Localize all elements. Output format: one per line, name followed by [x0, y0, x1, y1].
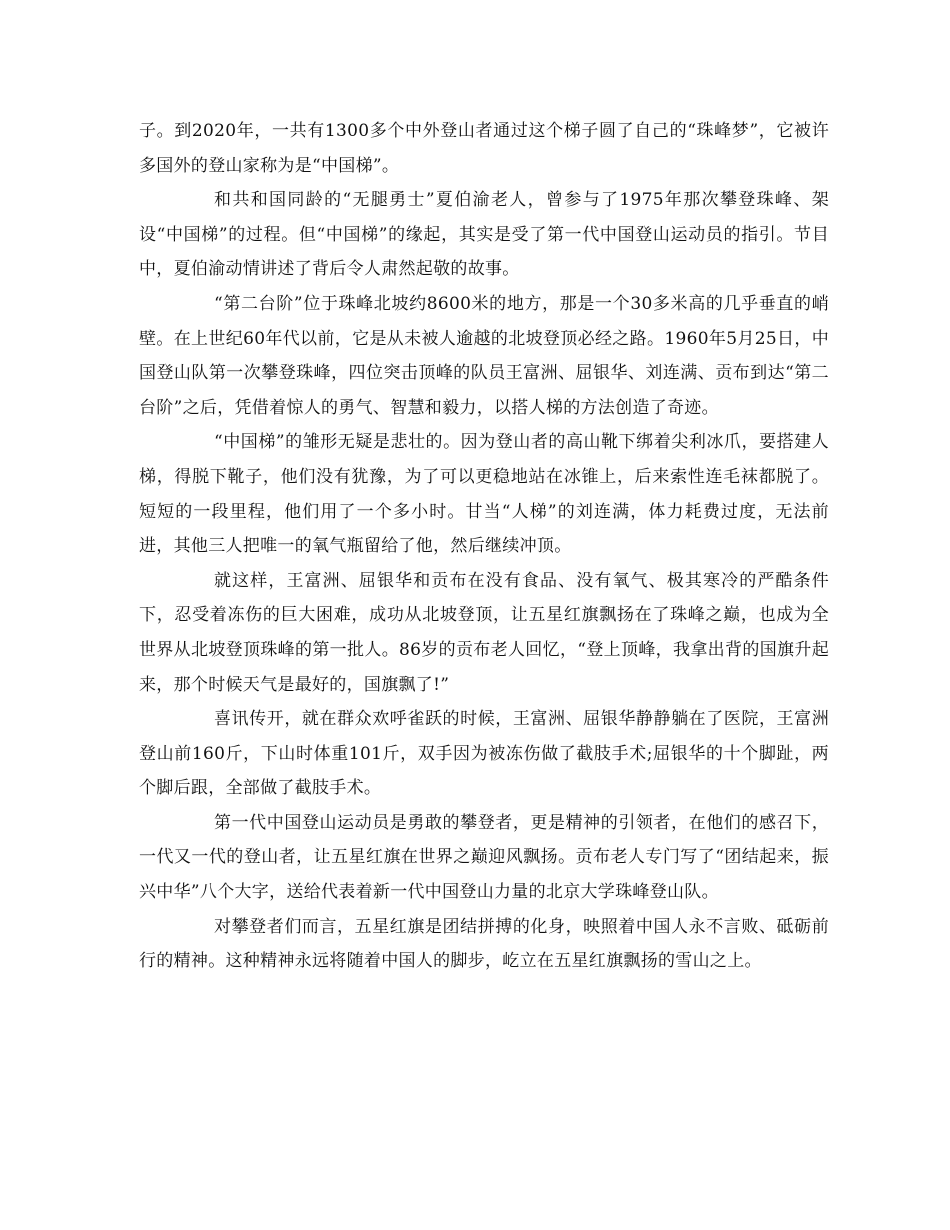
paragraph-1: 子。到2020年，一共有1300多个中外登山者通过这个梯子圆了自己的“珠峰梦”，它被许多国外的登山家称为是“中国梯”。 [139, 121, 829, 176]
paragraph-8: 对攀登者们而言，五星红旗是团结拼搏的化身，映照着中国人永不言败、砥砺前行的精神。这种精神永远将随着中国人的脚步，屹立在五星红旗飘扬的雪山之上。 [139, 916, 829, 972]
paragraph-2: 和共和国同龄的“无腿勇士”夏伯渝老人，曾参与了1975年那次攀登珠峰、架设“中国梯”的过程。但“中国梯”的缘起，其实是受了第一代中国登山运动员的指引。节目中，夏伯渝动情讲述了背后令人肃然起敬的故事。 [139, 190, 829, 280]
paragraph-3: “第二台阶”位于珠峰北坡约8600米的地方，那是一个30多米高的几乎垂直的峭壁。在上世纪60年代以前，它是从未被人逾越的北坡登顶必经之路。1960年5月25日，中国登山队第一次攀登珠峰，四位突击顶峰的队员王富洲、屈银华、刘连满、贡布到达“第二台阶”之后，凭借着惊人的勇气、智慧和毅力，以搭人梯的方法创造了奇迹。 [139, 293, 829, 418]
paragraph-6: 喜讯传开，就在群众欢呼雀跃的时候，王富洲、屈银华静静躺在了医院，王富洲登山前160斤，下山时体重101斤，双手因为被冻伤做了截肢手术;屈银华的十个脚趾，两个脚后跟，全部做了截肢手术。 [139, 709, 829, 799]
paragraph-5: 就这样，王富洲、屈银华和贡布在没有食品、没有氧气、极其寒冷的严酷条件下，忍受着冻伤的巨大困难，成功从北坡登顶，让五星红旗飘扬在了珠峰之巅，也成为全世界从北坡登顶珠峰的第一批人。86岁的贡布老人回忆，“登上顶峰，我拿出背的国旗升起来，那个时候天气是最好的，国旗飘了!” [139, 570, 829, 695]
article-body [139, 114, 829, 979]
paragraph-4: “中国梯”的雏形无疑是悲壮的。因为登山者的高山靴下绑着尖利冰爪，要搭建人梯，得脱下靴子，他们没有犹豫，为了可以更稳地站在冰锥上，后来索性连毛袜都脱了。短短的一段里程，他们用了一个多小时。甘当“人梯”的刘连满，体力耗费过度，无法前进，其他三人把唯一的氧气瓶留给了他，然后继续冲顶。 [139, 432, 829, 557]
paragraph-7: 第一代中国登山运动员是勇敢的攀登者，更是精神的引领者，在他们的感召下，一代又一代的登山者，让五星红旗在世界之巅迎风飘扬。贡布老人专门写了“团结起来，振兴中华”八个大字，送给代表着新一代中国登山力量的北京大学珠峰登山队。 [139, 812, 829, 903]
